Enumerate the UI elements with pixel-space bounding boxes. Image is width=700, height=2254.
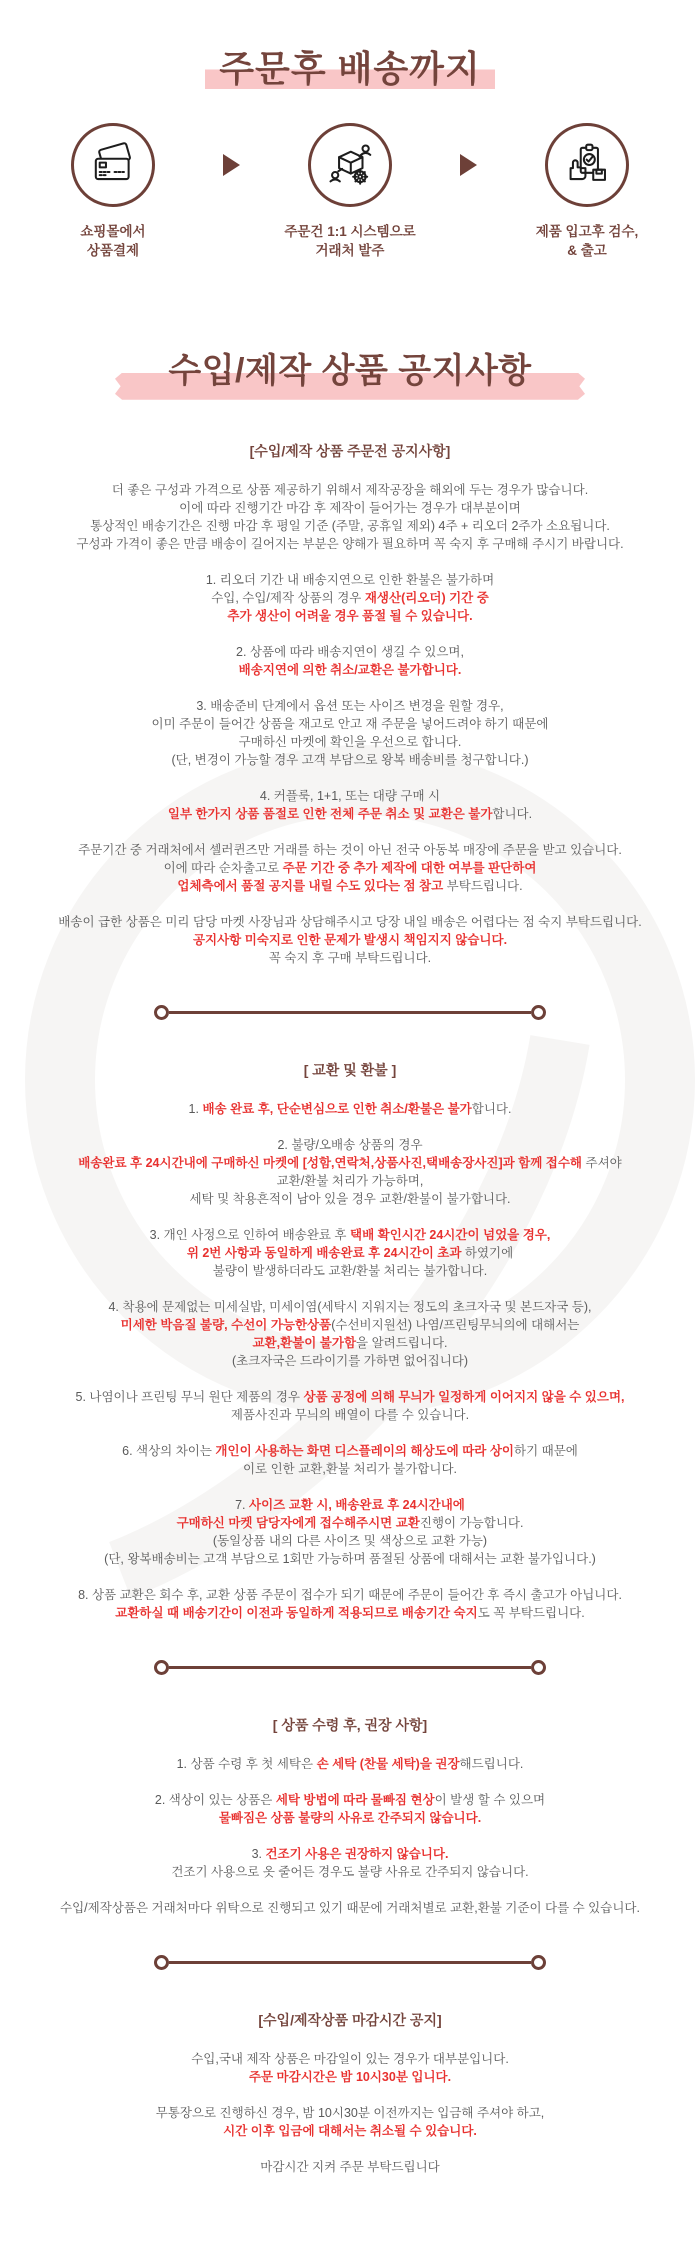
notice-text-emphasis: 추가 생산이 어려울 경우 품절 될 수 있습니다. [227, 608, 473, 623]
notice-line [20, 2158, 680, 2176]
section-heading: [수입/제작상품 마감시간 공지] [258, 2011, 442, 2028]
process-step-order-system [270, 123, 430, 261]
notice-paragraph [20, 1298, 680, 1370]
notice-line [20, 805, 680, 823]
notice-line [20, 1845, 680, 1863]
notice-text: 수입/제작상품은 거래처마다 위탁으로 진행되고 있기 때문에 거래처별로 교환,환불 기준이 다를 수 있습니다. [60, 1900, 640, 1915]
notice-text: 주셔야 [582, 1155, 622, 1170]
notice-line [20, 1136, 680, 1154]
step-label-line: 제품 입고후 검수, [535, 224, 639, 239]
notice-text: 2. 상품에 따라 배송지연이 생길 수 있으며, [236, 644, 464, 659]
notice-line [20, 1496, 680, 1514]
notice-paragraph [20, 643, 680, 679]
arrow-right-icon [223, 154, 240, 176]
notice-text: 이로 인한 교환,환불 처리가 불가합니다. [242, 1461, 458, 1476]
notice-paragraph [20, 2158, 680, 2176]
section-divider [154, 1955, 546, 1970]
notice-line [20, 2122, 680, 2140]
notice-text: 주문기간 중 거래처에서 셀러퀸즈만 거래를 하는 것이 아닌 전국 아동복 매장에 주문을 받고 있습니다. [78, 842, 622, 857]
notice-text: 하였기에 [461, 1245, 514, 1260]
divider-ring-icon [531, 1005, 546, 1020]
notice-line [20, 1863, 680, 1881]
notice-line [20, 1586, 680, 1604]
notice-text: 도 꼭 부탁드립니다. [477, 1605, 585, 1620]
notice-text-emphasis: 물빠짐은 상품 불량의 사유로 간주되지 않습니다. [218, 1810, 482, 1825]
section-divider [154, 1005, 546, 1020]
divider-ring-icon [154, 1005, 169, 1020]
notice-text: 더 좋은 구성과 가격으로 상품 제공하기 위해서 제작공장을 해외에 두는 경우가 많습니다. [111, 482, 589, 497]
process-step-label [270, 223, 430, 261]
notice-paragraph [20, 571, 680, 625]
notice-line [20, 787, 680, 805]
notice-text: 구매하신 마켓에 확인을 우선으로 합니다. [238, 734, 462, 749]
notice-line [20, 2068, 680, 2086]
process-step-label [33, 223, 193, 261]
notice-line [20, 913, 680, 931]
notice-paragraph [20, 481, 680, 553]
notice-line [20, 733, 680, 751]
notice-line [20, 2104, 680, 2122]
notice-paragraph [20, 1100, 680, 1118]
process-step-payment [33, 123, 193, 261]
notice-text-emphasis: 공지사항 미숙지로 인한 문제가 발생시 책임지지 않습니다. [192, 932, 508, 947]
notice-text: 을 알려드립니다. [356, 1335, 448, 1350]
notice-line [20, 2050, 680, 2068]
inspection-shipping-icon [545, 123, 629, 207]
notice-line [20, 1262, 680, 1280]
section-divider [154, 1660, 546, 1675]
notice-line [20, 949, 680, 967]
notice-text-emphasis: 주문 마감시간은 밤 10시30분 입니다. [248, 2069, 452, 2084]
notice-text: 4. 착용에 문제없는 미세실밥, 미세이염(세탁시 지워지는 정도의 초크자국 및 본드자국 등), [108, 1299, 592, 1314]
arrow-right-icon [460, 154, 477, 176]
notice-paragraph [20, 2104, 680, 2140]
notice-text: 5. 나염이나 프린팅 무늬 원단 제품의 경우 [75, 1389, 304, 1404]
section-heading: [수입/제작 상품 주문전 공지사항] [249, 442, 451, 459]
notice-text: (수선비지원선) 나염/프린팅무늬의에 대해서는 [331, 1317, 580, 1332]
step-label-line: 거래처 발주 [315, 242, 385, 258]
notice-text: 이에 따라 순차출고로 [163, 860, 283, 875]
notice-line [20, 841, 680, 859]
notice-line [20, 1442, 680, 1460]
notice-sections [0, 441, 700, 2254]
notice-text-emphasis: 업체측에서 품절 공지를 내릴 수도 있다는 점 참고 [177, 878, 447, 893]
notice-line [20, 1226, 680, 1244]
notice-text-emphasis: 재생산(리오더) 기간 중 [364, 590, 489, 605]
notice-text-emphasis: 상품 공정에 의해 무늬가 일정하게 이어지지 않을 수 있으며, [303, 1389, 625, 1404]
notice-paragraph [20, 1226, 680, 1280]
notice-text-emphasis: 교환,환불이 불가함 [252, 1335, 357, 1350]
notice-text: 진행이 가능합니다. [419, 1515, 524, 1530]
notice-text: 1. [188, 1101, 203, 1116]
notice-text-emphasis: 손 세탁 (찬물 세탁)을 권장 [316, 1756, 460, 1771]
notice-line [20, 1172, 680, 1190]
divider-ring-icon [154, 1660, 169, 1675]
notice-paragraph [20, 1442, 680, 1478]
credit-card-icon [71, 123, 155, 207]
notice-text-emphasis: 택배 확인시간 24시간이 넘었을 경우, [350, 1227, 551, 1242]
notice-paragraph [20, 2050, 680, 2086]
notice-line [20, 1406, 680, 1424]
notice-text-emphasis: 배송지연에 의한 취소/교환은 불가합니다. [238, 662, 462, 677]
notice-title-wrap [0, 349, 700, 401]
notice-paragraph [20, 913, 680, 967]
notice-line [20, 859, 680, 877]
notice-text: 이 발생 할 수 있으며 [434, 1792, 546, 1807]
notice-text-emphasis: 일부 한가지 상품 품절로 인한 전체 주문 취소 및 교환은 불가 [167, 806, 493, 821]
notice-text: 불량이 발생하더라도 교환/환불 처리는 불가합니다. [212, 1263, 488, 1278]
notice-line [20, 1388, 680, 1406]
notice-text-emphasis: 사이즈 교환 시, 배송완료 후 24시간내에 [249, 1497, 465, 1512]
notice-text-emphasis: 위 2번 사항과 동일하게 배송완료 후 24시간이 초과 [186, 1245, 462, 1260]
notice-line [20, 1791, 680, 1809]
notice-text: 해드립니다. [459, 1756, 524, 1771]
notice-text: 하기 때문에 [514, 1443, 578, 1458]
process-step-inspection [507, 123, 667, 261]
notice-line [20, 1755, 680, 1773]
notice-text-emphasis: 시간 이후 입금에 대해서는 취소될 수 있습니다. [223, 2123, 477, 2138]
step-label-line: 주문건 1:1 시스템으로 [284, 224, 416, 239]
notice-paragraph [20, 1755, 680, 1773]
order-system-icon [308, 123, 392, 207]
notice-paragraph [20, 841, 680, 895]
notice-text: 3. [251, 1846, 266, 1861]
notice-text: 합니다. [492, 806, 533, 821]
divider-line [169, 1666, 531, 1669]
notice-text: 구성과 가격이 좋은 만큼 배송이 길어지는 부분은 양해가 필요하며 꼭 숙지 후 구매해 주시기 바랍니다. [76, 536, 624, 551]
notice-text: 배송이 급한 상품은 미리 담당 마켓 사장님과 상담해주시고 당장 내일 배송은 어렵다는 점 숙지 부탁드립니다. [58, 914, 642, 929]
divider-line [169, 1961, 531, 1964]
divider-ring-icon [531, 1660, 546, 1675]
notice-line [20, 589, 680, 607]
page-title-wrap [0, 0, 700, 91]
notice-title: 수입/제작 상품 공지사항 [168, 351, 532, 390]
notice-text: 6. 색상의 차이는 [122, 1443, 216, 1458]
notice-text: 이에 따라 진행기간 마감 후 제작이 들어가는 경우가 대부분이며 [179, 500, 521, 515]
notice-text: 무통장으로 진행하신 경우, 밤 10시30분 이전까지는 입금해 주셔야 하고, [155, 2105, 545, 2120]
notice-text: 4. 커플룩, 1+1, 또는 대량 구매 시 [259, 788, 441, 803]
notice-line [20, 661, 680, 679]
notice-text-emphasis: 건조기 사용은 권장하지 않습니다. [265, 1846, 449, 1861]
notice-line [20, 697, 680, 715]
notice-text: 1. 상품 수령 후 첫 세탁은 [176, 1756, 317, 1771]
notice-text: 제품사진과 무늬의 배열이 다를 수 있습니다. [230, 1407, 470, 1422]
notice-text: 합니다. [471, 1101, 512, 1116]
notice-text-emphasis: 배송완료 후 24시간내에 구매하신 마켓에 [성함,연락처,상품사진,택배송장사진]과 함께 접수해 [78, 1155, 583, 1170]
notice-line [20, 715, 680, 733]
notice-line [20, 751, 680, 769]
notice-paragraph [20, 697, 680, 769]
notice-line [20, 1514, 680, 1532]
notice-line [20, 1809, 680, 1827]
notice-paragraph [20, 787, 680, 823]
notice-line [20, 643, 680, 661]
notice-text: (동일상품 내의 다른 사이즈 및 색상으로 교환 가능) [212, 1533, 488, 1548]
divider-ring-icon [154, 1955, 169, 1970]
notice-line [20, 535, 680, 553]
notice-line [20, 1532, 680, 1550]
notice-line [20, 1460, 680, 1478]
notice-text: 수입,국내 제작 상품은 마감일이 있는 경우가 대부분입니다. [191, 2051, 509, 2066]
notice-text: 1. 리오더 기간 내 배송지연으로 인한 환불은 불가하며 [205, 572, 495, 587]
notice-line [20, 1899, 680, 1917]
notice-text: 3. 배송준비 단계에서 옵션 또는 사이즈 변경을 원할 경우, [196, 698, 504, 713]
notice-text: 건조기 사용으로 옷 줄어든 경우도 불량 사유로 간주되지 않습니다. [171, 1864, 529, 1879]
notice-text: 교환/환불 처리가 가능하며, [276, 1173, 424, 1188]
notice-text: 부탁드립니다. [446, 878, 523, 893]
notice-line [20, 499, 680, 517]
notice-line [20, 1352, 680, 1370]
notice-line [20, 1100, 680, 1118]
section-heading: [ 교환 및 환불 ] [303, 1061, 397, 1078]
notice-text: (단, 변경이 가능할 경우 고객 부담으로 왕복 배송비를 청구합니다.) [171, 752, 529, 767]
notice-text: 꼭 숙지 후 구매 부탁드립니다. [268, 950, 432, 965]
notice-line [20, 1190, 680, 1208]
notice-line [20, 607, 680, 625]
notice-paragraph [20, 1899, 680, 1917]
step-label-line: 상품결제 [86, 242, 140, 258]
step-label-line: 쇼핑몰에서 [80, 224, 146, 239]
notice-paragraph [20, 1845, 680, 1881]
notice-line [20, 877, 680, 895]
notice-line [20, 1604, 680, 1622]
step-label-line: & 출고 [567, 242, 607, 258]
notice-text: 마감시간 지켜 주문 부탁드립니다 [260, 2159, 440, 2174]
notice-paragraph [20, 1586, 680, 1622]
notice-line [20, 931, 680, 949]
notice-text-emphasis: 주문 기간 중 추가 제작에 대한 여부를 판단하여 [282, 860, 537, 875]
notice-text: 2. 불량/오배송 상품의 경우 [277, 1137, 423, 1152]
section-heading: [ 상품 수령 후, 권장 사항] [272, 1716, 428, 1733]
divider-ring-icon [531, 1955, 546, 1970]
notice-line [20, 1298, 680, 1316]
notice-text-emphasis: 미세한 박음질 불량, 수선이 가능한상품 [120, 1317, 332, 1332]
order-process [0, 123, 700, 261]
notice-paragraph [20, 1496, 680, 1568]
notice-paragraph [20, 1388, 680, 1424]
notice-text-emphasis: 교환하실 때 배송기간이 이전과 동일하게 적용되므로 배송기간 숙지 [115, 1605, 478, 1620]
notice-paragraph [20, 1136, 680, 1208]
notice-text-emphasis: 개인이 사용하는 화면 디스플레이의 해상도에 따라 상이 [215, 1443, 514, 1458]
page-title: 주문후 배송까지 [205, 46, 494, 91]
notice-line [20, 1244, 680, 1262]
notice-text-emphasis: 세탁 방법에 따라 물빠짐 현상 [275, 1792, 435, 1807]
notice-line [20, 1550, 680, 1568]
notice-line [20, 481, 680, 499]
notice-text: (초크자국은 드라이기를 가하면 없어집니다) [231, 1353, 469, 1368]
divider-line [169, 1011, 531, 1014]
notice-text: 3. 개인 사정으로 인하여 배송완료 후 [149, 1227, 350, 1242]
notice-line [20, 571, 680, 589]
notice-text-emphasis: 배송 완료 후, 단순변심으로 인한 취소/환불은 불가 [202, 1101, 472, 1116]
notice-text: 2. 색상이 있는 상품은 [154, 1792, 276, 1807]
notice-text-emphasis: 구매하신 마켓 담당자에게 접수해주시면 교환 [176, 1515, 420, 1530]
notice-line [20, 517, 680, 535]
notice-text: (단, 왕복배송비는 고객 부담으로 1회만 가능하며 품절된 상품에 대해서는 교환 불가입니다.) [104, 1551, 596, 1566]
notice-line [20, 1334, 680, 1352]
notice-paragraph [20, 1791, 680, 1827]
process-step-label [507, 223, 667, 261]
notice-text: 8. 상품 교환은 회수 후, 교환 상품 주문이 접수가 되기 때문에 주문이 들어간 후 즉시 출고가 아닙니다. [78, 1587, 622, 1602]
notice-text: 통상적인 배송기간은 진행 마감 후 평일 기준 (주말, 공휴일 제외) 4주 + 리오더 2주가 소요됩니다. [90, 518, 610, 533]
notice-text: 세탁 및 착용흔적이 남아 있을 경우 교환/환불이 불가합니다. [189, 1191, 511, 1206]
notice-line [20, 1154, 680, 1172]
notice-line [20, 1316, 680, 1334]
notice-text: 이미 주문이 들어간 상품을 재고로 안고 재 주문을 넣어드려야 하기 때문에 [151, 716, 549, 731]
notice-text: 7. [235, 1497, 250, 1512]
notice-text: 수입, 수입/제작 상품의 경우 [211, 590, 365, 605]
